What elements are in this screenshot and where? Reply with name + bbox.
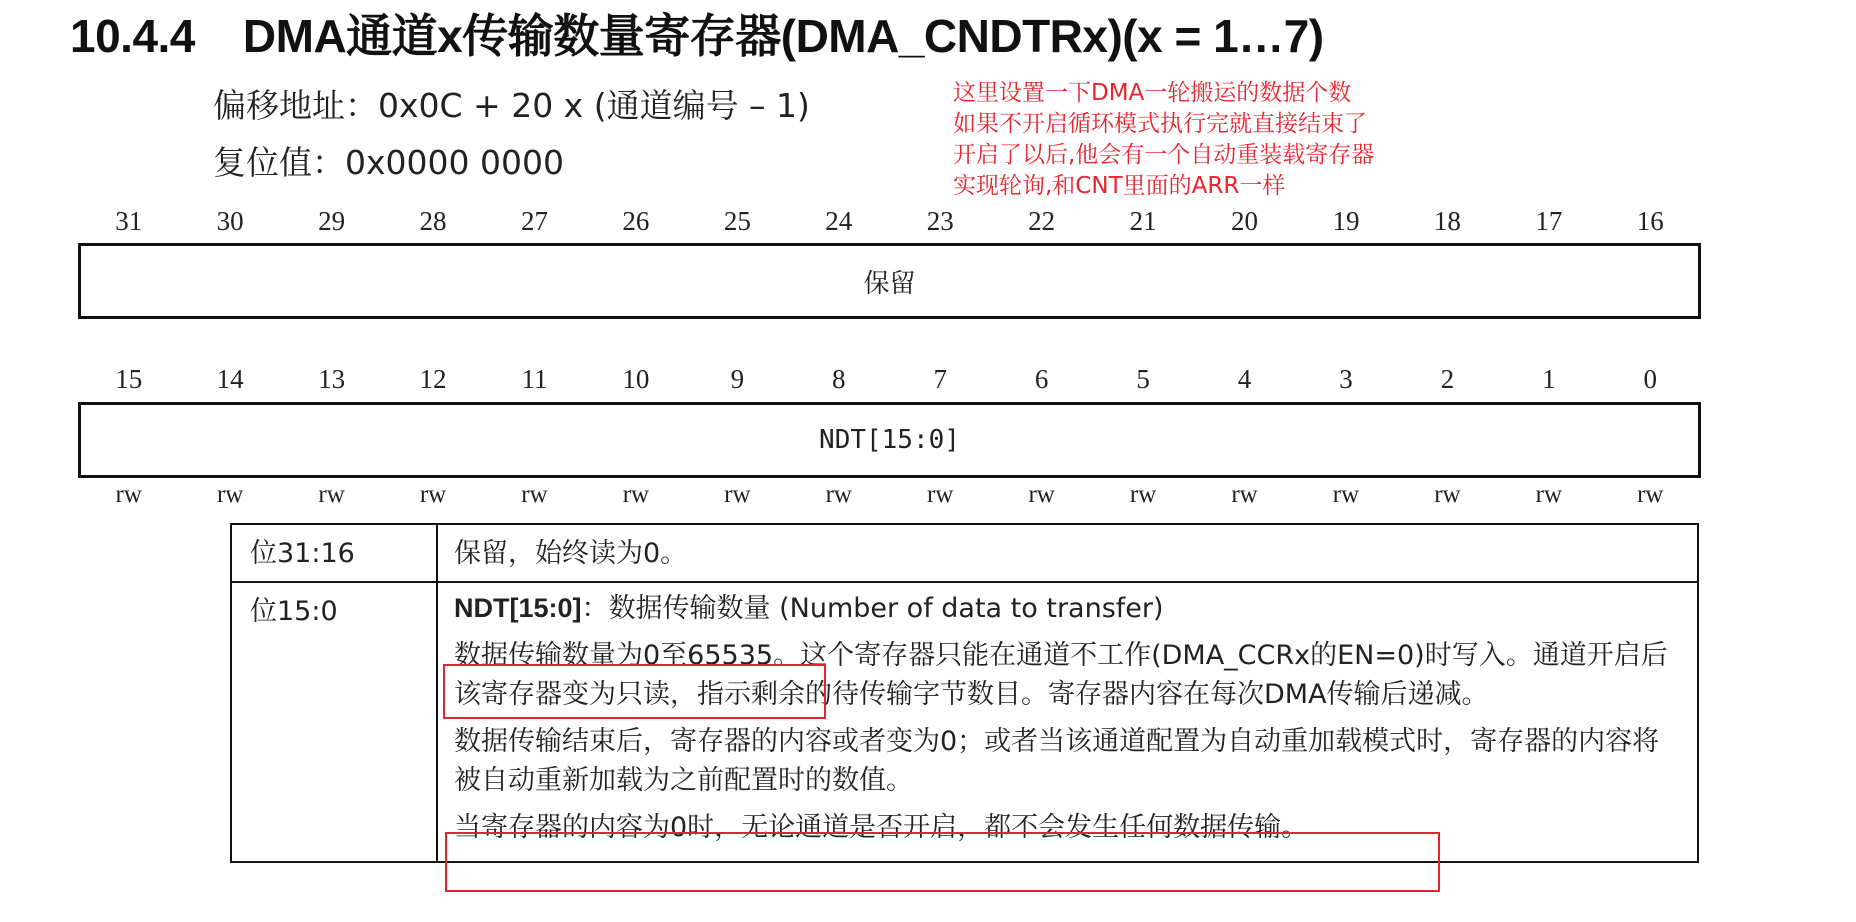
field-description: ：数据传输数量 (Number of data to transfer) (581, 593, 1164, 624)
access-type: rw (927, 481, 954, 508)
access-type: rw (1434, 481, 1461, 508)
bit-number: 12 (419, 364, 447, 394)
access-type: rw (1028, 481, 1055, 508)
bit-number: 7 (933, 364, 947, 394)
bit-range-cell: 位31:16 (231, 524, 437, 582)
access-type: rw (419, 481, 447, 508)
access-type: rw (724, 481, 751, 508)
bit-number: 27 (520, 206, 548, 236)
access-type: rw (521, 481, 548, 508)
offset-address: 偏移地址：0x0C + 20 x (通道编号 – 1) (213, 86, 810, 125)
annotation-line: 如果不开启循环模式执行完就直接结束了 (953, 111, 1367, 137)
bit-number: 4 (1237, 364, 1252, 394)
bit-number: 9 (730, 364, 745, 394)
bit-number: 29 (318, 206, 346, 236)
description-cell (437, 582, 1698, 862)
handwritten-annotation (953, 78, 1374, 202)
description-paragraph (454, 636, 1681, 714)
bit-numbers-high (78, 206, 1701, 237)
section-title (70, 0, 1324, 66)
bit-number: 13 (318, 364, 346, 394)
description-cell: 保留，始终读为0。 (437, 524, 1698, 582)
bit-number: 11 (521, 364, 548, 394)
field-heading (454, 589, 1681, 628)
section-heading-text: DMA通道x传输数量寄存器(DMA_CNDTRx)(x = 1…7) (242, 10, 1324, 62)
bit-numbers-low (78, 364, 1701, 395)
annotation-line: 开启了以后,他会有一个自动重装载寄存器 (953, 142, 1375, 168)
access-type: rw (1637, 481, 1664, 508)
bit-number: 16 (1636, 206, 1664, 236)
bit-number: 10 (622, 364, 650, 394)
bit-number: 6 (1034, 364, 1049, 394)
bit-number: 30 (216, 206, 244, 236)
register-field-ndt: NDT[15:0] (78, 402, 1701, 478)
bit-number: 14 (216, 364, 244, 394)
bit-number: 18 (1433, 206, 1461, 236)
description-text: ，指示剩余的待传输字节数目。寄存器内容在每次DMA传输后递减。 (670, 679, 1489, 710)
annotation-line: 这里设置一下DMA一轮搬运的数据个数 (953, 80, 1352, 106)
bit-number: 0 (1643, 364, 1658, 394)
access-type: rw (1231, 481, 1258, 508)
table-row (231, 582, 1698, 862)
table-row (231, 524, 1698, 582)
field-name: NDT[15:0] (454, 593, 582, 623)
access-type: rw (825, 481, 852, 508)
bit-number: 28 (419, 206, 447, 236)
bit-number: 20 (1231, 206, 1259, 236)
bit-number: 31 (115, 206, 143, 236)
bit-number: 24 (825, 206, 853, 236)
access-type: rw (318, 481, 345, 508)
bit-number: 1 (1542, 364, 1556, 394)
access-type: rw (1129, 481, 1157, 508)
access-type: rw (1535, 481, 1563, 508)
bit-number: 17 (1535, 206, 1563, 236)
bit-number: 26 (622, 206, 650, 236)
bit-number: 8 (832, 364, 846, 394)
description-paragraph: 数据传输结束后，寄存器的内容或者变为0；或者当该通道配置为自动重加载模式时，寄存器的内容将被自动重新加载为之前配置时的数值。 (454, 726, 1660, 796)
access-type: rw (1332, 481, 1360, 508)
bit-number: 3 (1339, 364, 1353, 394)
bit-number: 21 (1129, 206, 1157, 236)
section-number: 10.4.4 (70, 10, 195, 62)
bit-number: 23 (926, 206, 954, 236)
bit-number: 25 (723, 206, 751, 236)
access-types (78, 481, 1701, 509)
bit-description-table (230, 523, 1699, 863)
access-type: rw (115, 481, 142, 508)
description-text: 数据传输数量为0至65535。这个寄存器只能在通道不工作(DMA_CCRx的EN=0)时写入。通道开启后该寄存器变为只读 (454, 640, 1668, 710)
bit-number: 15 (115, 364, 143, 394)
reset-value: 复位值：0x0000 0000 (213, 143, 564, 182)
bit-range-cell: 位15:0 (231, 582, 437, 862)
bit-number: 2 (1440, 364, 1455, 394)
access-type: rw (216, 481, 244, 508)
description-paragraph: 当寄存器的内容为0时，无论通道是否开启，都不会发生任何数据传输。 (454, 812, 1309, 843)
bit-number: 22 (1028, 206, 1056, 236)
annotation-line: 实现轮询,和CNT里面的ARR一样 (953, 173, 1286, 199)
bit-number: 19 (1332, 206, 1360, 236)
access-type: rw (622, 481, 650, 508)
bit-number: 5 (1136, 364, 1150, 394)
register-field-reserved: 保留 (78, 243, 1701, 319)
